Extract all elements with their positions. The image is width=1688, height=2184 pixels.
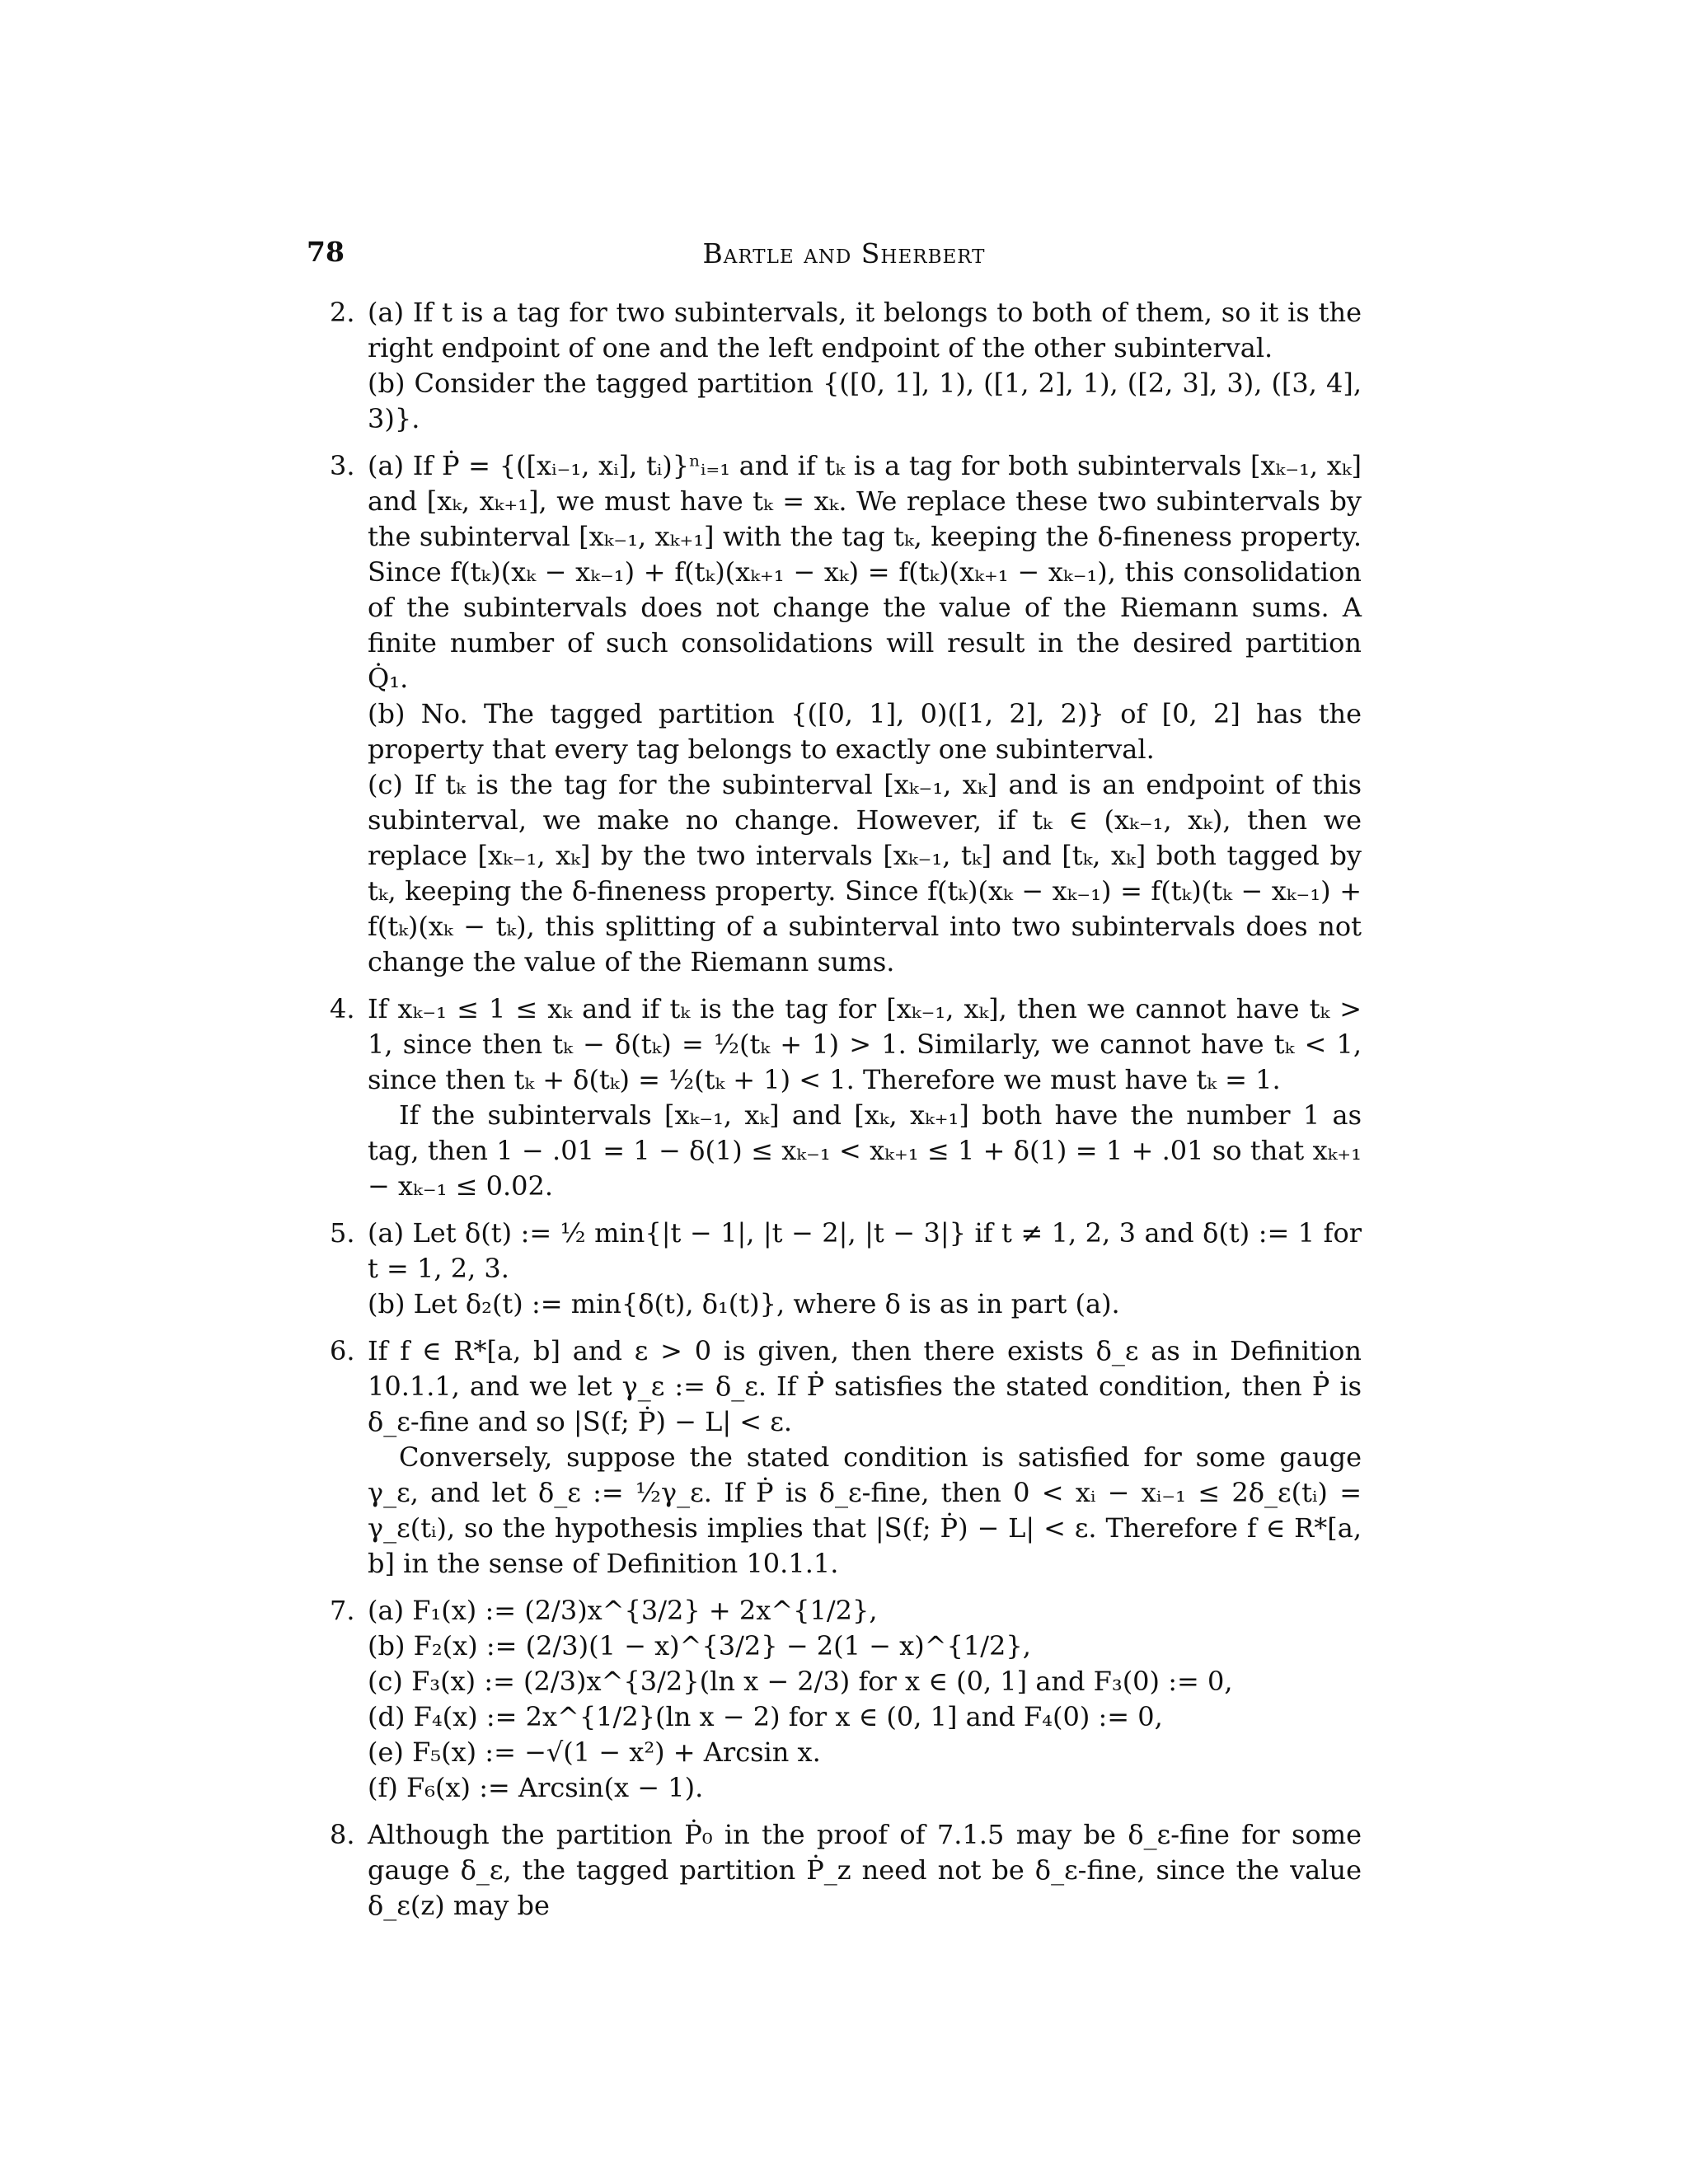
item-number: 3. — [330, 450, 355, 481]
item-number: 2. — [330, 297, 355, 328]
answer-7b: (b) F₂(x) := (2/3)(1 − x)^{3/2} − 2(1 − x)^{1/2}, — [368, 1630, 1031, 1661]
answer-3b: (b) No. The tagged partition {([0, 1], 0)([1, 2], 2)} of [0, 2] has the property that every tag belongs to exactly one subinterval. — [368, 698, 1362, 765]
answer-4-para-1: If xₖ₋₁ ≤ 1 ≤ xₖ and if tₖ is the tag for [xₖ₋₁, xₖ], then we cannot have tₖ > 1, since then tₖ − δ(tₖ) = ½(tₖ + 1) > 1. Similarly, we cannot have tₖ < 1, since then tₖ + δ(tₖ) = ½(tₖ + 1) < 1. Therefore we must have tₖ = 1. — [368, 993, 1362, 1095]
answer-5b: (b) Let δ₂(t) := min{δ(t), δ₁(t)}, where δ is as in part (a). — [368, 1288, 1120, 1319]
answer-7c: (c) F₃(x) := (2/3)x^{3/2}(ln x − 2/3) for x ∈ (0, 1] and F₃(0) := 0, — [368, 1666, 1233, 1697]
answer-7d: (d) F₄(x) := 2x^{1/2}(ln x − 2) for x ∈ (0, 1] and F₄(0) := 0, — [368, 1701, 1163, 1732]
item-number: 4. — [330, 993, 355, 1024]
answer-2b: (b) Consider the tagged partition {([0, 1], 1), ([1, 2], 1), ([2, 3], 3), ([3, 4], 3)}. — [368, 368, 1362, 434]
item-number: 7. — [330, 1595, 355, 1626]
answer-3a: (a) If Ṗ = {([xᵢ₋₁, xᵢ], tᵢ)}ⁿᵢ₌₁ and if tₖ is a tag for both subintervals [xₖ₋₁, xₖ] and [xₖ, xₖ₊₁], we must have tₖ = xₖ. We replace these two subintervals by the subinterval [xₖ₋₁, xₖ₊₁] with the tag tₖ, keeping the δ-fineness property. Since f(tₖ)(xₖ − xₖ₋₁) + f(tₖ)(xₖ₊₁ − xₖ) = f(tₖ)(xₖ₊₁ − xₖ₋₁), this consolidation of the subintervals does not change the value of the Riemann sums. A finite number of such consolidations will result in the desired partition Q̇₁. — [368, 450, 1362, 694]
item-number: 5. — [330, 1217, 355, 1249]
answer-5a: (a) Let δ(t) := ½ min{|t − 1|, |t − 2|, |t − 3|} if t ≠ 1, 2, 3 and δ(t) := 1 for t = 1, 2, 3. — [368, 1217, 1362, 1284]
answer-7a: (a) F₁(x) := (2/3)x^{3/2} + 2x^{1/2}, — [368, 1595, 878, 1626]
answers-body — [330, 295, 1362, 1935]
answer-7e: (e) F₅(x) := −√(1 − x²) + Arcsin x. — [368, 1736, 821, 1768]
answer-8 — [330, 1817, 1362, 1924]
answer-2a: (a) If t is a tag for two subintervals, it belongs to both of them, so it is the right endpoint of one and the left endpoint of the other subinterval. — [368, 297, 1362, 363]
answer-6-para-2: Conversely, suppose the stated condition is satisfied for some gauge γ_ε, and let δ_ε := ½γ_ε. If Ṗ is δ_ε-fine, then 0 < xᵢ − xᵢ₋₁ ≤ 2δ_ε(tᵢ) = γ_ε(tᵢ), so the hypothesis implies that |S(f; Ṗ) − L| < ε. Therefore f ∈ R*[a, b] in the sense of Definition 10.1.1. — [368, 1441, 1362, 1579]
item-number: 8. — [330, 1819, 355, 1850]
answer-8-para-1: Although the partition Ṗ₀ in the proof of 7.1.5 may be δ_ε-fine for some gauge δ_ε, the tagged partition Ṗ_z need not be δ_ε-fine, since the value δ_ε(z) may be — [368, 1819, 1362, 1921]
item-number: 6. — [330, 1335, 355, 1366]
answer-7f: (f) F₆(x) := Arcsin(x − 1). — [368, 1772, 704, 1803]
answer-5 — [330, 1216, 1362, 1322]
answer-2 — [330, 295, 1362, 437]
answer-3c: (c) If tₖ is the tag for the subinterval [xₖ₋₁, xₖ] and is an endpoint of this subinterval, we make no change. However, if tₖ ∈ (xₖ₋₁, xₖ), then we replace [xₖ₋₁, xₖ] by the two intervals [xₖ₋₁, tₖ] and [tₖ, xₖ] both tagged by tₖ, keeping the δ-fineness property. Since f(tₖ)(xₖ − xₖ₋₁) = f(tₖ)(tₖ − xₖ₋₁) + f(tₖ)(xₖ − tₖ), this splitting of a subinterval into two subintervals does not change the value of the Riemann sums. — [368, 769, 1362, 977]
answer-3 — [330, 448, 1362, 980]
answer-4 — [330, 991, 1362, 1204]
answer-4-para-2: If the subintervals [xₖ₋₁, xₖ] and [xₖ, xₖ₊₁] both have the number 1 as tag, then 1 − .01 = 1 − δ(1) ≤ xₖ₋₁ < xₖ₊₁ ≤ 1 + δ(1) = 1 + .01 so that xₖ₊₁ − xₖ₋₁ ≤ 0.02. — [368, 1099, 1362, 1202]
answer-6-para-1: If f ∈ R*[a, b] and ε > 0 is given, then there exists δ_ε as in Definition 10.1.1, and we let γ_ε := δ_ε. If Ṗ satisfies the stated condition, then Ṗ is δ_ε-fine and so |S(f; Ṗ) − L| < ε. — [368, 1335, 1362, 1437]
answer-6 — [330, 1333, 1362, 1582]
page-number: 78 — [307, 236, 345, 268]
running-head: Bartle and Sherbert — [702, 237, 986, 269]
answer-7 — [330, 1593, 1362, 1806]
